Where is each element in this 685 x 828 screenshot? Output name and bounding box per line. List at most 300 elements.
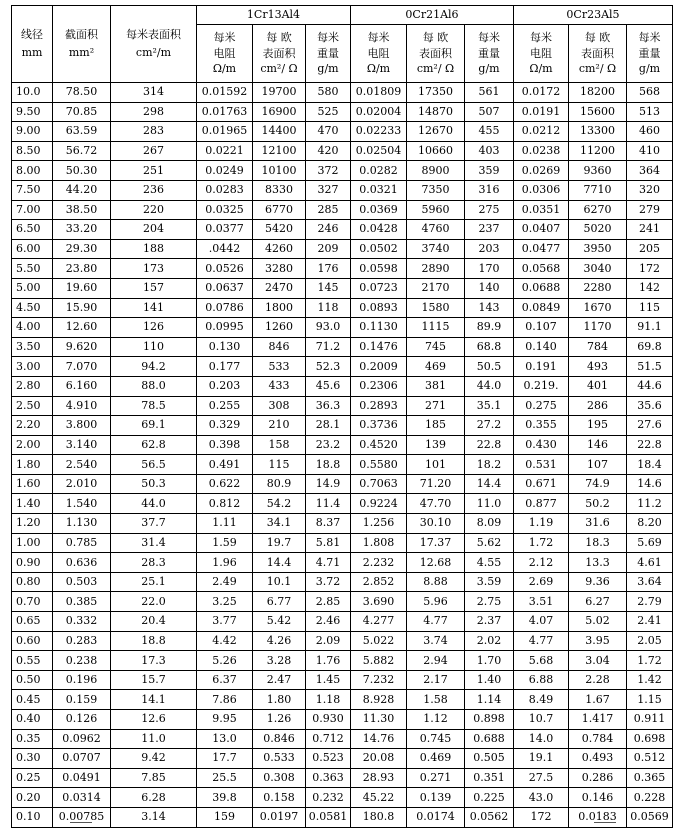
footer-mark xyxy=(594,822,616,823)
cell-0cr23al5-resistance: 0.107 xyxy=(514,318,569,338)
cell-0cr21al6-resistance: 0.3736 xyxy=(351,416,407,436)
cell-diameter: 8.50 xyxy=(12,141,53,161)
table-row xyxy=(12,298,673,318)
table-row xyxy=(12,768,673,788)
cell-surface-area: 22.0 xyxy=(111,592,197,612)
cell-cross-section: 3.800 xyxy=(53,416,111,436)
cell-1cr13al4-surface-per-ohm: 1260 xyxy=(253,318,306,338)
cell-diameter: 4.50 xyxy=(12,298,53,318)
table-row xyxy=(12,612,673,632)
cell-0cr23al5-surface-per-ohm: 3.95 xyxy=(569,631,627,651)
cell-0cr23al5-weight: 142 xyxy=(627,278,673,298)
cell-0cr23al5-surface-per-ohm: 18.3 xyxy=(569,533,627,553)
cell-0cr23al5-resistance: 5.68 xyxy=(514,651,569,671)
cell-0cr21al6-surface-per-ohm: 1.58 xyxy=(407,690,465,710)
cell-cross-section: 38.50 xyxy=(53,200,111,220)
cell-0cr23al5-resistance: 0.671 xyxy=(514,474,569,494)
cell-cross-section: 9.620 xyxy=(53,337,111,357)
table-row xyxy=(12,710,673,730)
cell-1cr13al4-surface-per-ohm: 1.80 xyxy=(253,690,306,710)
cell-cross-section: 0.196 xyxy=(53,670,111,690)
cell-0cr21al6-surface-per-ohm: 745 xyxy=(407,337,465,357)
cell-0cr23al5-resistance: 0.140 xyxy=(514,337,569,357)
cell-0cr21al6-resistance: 0.0502 xyxy=(351,239,407,259)
cell-0cr23al5-surface-per-ohm: 9.36 xyxy=(569,572,627,592)
cell-0cr21al6-surface-per-ohm: 0.139 xyxy=(407,788,465,808)
table-row xyxy=(12,651,673,671)
cell-0cr23al5-weight: 320 xyxy=(627,180,673,200)
cell-0cr23al5-resistance: 0.191 xyxy=(514,357,569,377)
cell-1cr13al4-weight: 4.71 xyxy=(306,553,351,573)
table-row xyxy=(12,670,673,690)
cell-surface-area: 20.4 xyxy=(111,612,197,632)
table-row xyxy=(12,102,673,122)
cell-0cr21al6-surface-per-ohm: 1580 xyxy=(407,298,465,318)
cell-0cr21al6-weight: 8.09 xyxy=(465,514,514,534)
cell-1cr13al4-weight: 18.8 xyxy=(306,455,351,475)
cell-cross-section: 6.160 xyxy=(53,376,111,396)
cell-0cr23al5-surface-per-ohm: 401 xyxy=(569,376,627,396)
cell-1cr13al4-weight: 71.2 xyxy=(306,337,351,357)
cell-surface-area: 9.42 xyxy=(111,749,197,769)
cell-1cr13al4-resistance: 1.11 xyxy=(197,514,253,534)
cell-0cr23al5-weight: 1.42 xyxy=(627,670,673,690)
cell-0cr23al5-resistance: 8.49 xyxy=(514,690,569,710)
cell-0cr21al6-surface-per-ohm: 4.77 xyxy=(407,612,465,632)
cell-diameter: 0.35 xyxy=(12,729,53,749)
cell-0cr21al6-resistance: 0.0369 xyxy=(351,200,407,220)
cell-0cr23al5-weight: 2.41 xyxy=(627,612,673,632)
cell-0cr21al6-resistance: 11.30 xyxy=(351,710,407,730)
cell-0cr21al6-resistance: 0.1476 xyxy=(351,337,407,357)
table-row xyxy=(12,220,673,240)
cell-1cr13al4-surface-per-ohm: 4260 xyxy=(253,239,306,259)
cell-0cr23al5-resistance: 1.19 xyxy=(514,514,569,534)
cell-0cr21al6-surface-per-ohm: 101 xyxy=(407,455,465,475)
cell-0cr21al6-weight: 0.688 xyxy=(465,729,514,749)
cell-0cr23al5-surface-per-ohm: 13.3 xyxy=(569,553,627,573)
cell-diameter: 1.60 xyxy=(12,474,53,494)
cell-0cr23al5-surface-per-ohm: 74.9 xyxy=(569,474,627,494)
cell-0cr23al5-weight: 205 xyxy=(627,239,673,259)
cell-0cr21al6-resistance: 5.882 xyxy=(351,651,407,671)
document-page xyxy=(11,5,673,828)
cell-diameter: 1.40 xyxy=(12,494,53,514)
cell-1cr13al4-resistance: 5.26 xyxy=(197,651,253,671)
cell-0cr21al6-resistance: 8.928 xyxy=(351,690,407,710)
cell-1cr13al4-weight: 0.0581 xyxy=(306,807,351,827)
table-row xyxy=(12,729,673,749)
cell-0cr21al6-weight: 5.62 xyxy=(465,533,514,553)
cell-1cr13al4-surface-per-ohm: 14400 xyxy=(253,122,306,142)
cell-1cr13al4-weight: 23.2 xyxy=(306,435,351,455)
cell-surface-area: 78.5 xyxy=(111,396,197,416)
cell-diameter: 0.70 xyxy=(12,592,53,612)
cell-0cr21al6-weight: 316 xyxy=(465,180,514,200)
header-resistance: 每米 电阻 Ω/m xyxy=(197,25,253,83)
cell-0cr23al5-resistance: 0.0351 xyxy=(514,200,569,220)
cell-1cr13al4-surface-per-ohm: 5.42 xyxy=(253,612,306,632)
table-row xyxy=(12,83,673,103)
cell-0cr21al6-resistance: 0.2306 xyxy=(351,376,407,396)
cell-0cr21al6-weight: 2.02 xyxy=(465,631,514,651)
cell-1cr13al4-resistance: 0.329 xyxy=(197,416,253,436)
cell-diameter: 6.00 xyxy=(12,239,53,259)
cell-0cr21al6-resistance: 2.852 xyxy=(351,572,407,592)
cell-diameter: 1.00 xyxy=(12,533,53,553)
cell-surface-area: 18.8 xyxy=(111,631,197,651)
cell-0cr21al6-resistance: 0.7063 xyxy=(351,474,407,494)
cell-1cr13al4-resistance: 0.0786 xyxy=(197,298,253,318)
table-row xyxy=(12,435,673,455)
cell-1cr13al4-weight: 5.81 xyxy=(306,533,351,553)
cell-0cr23al5-weight: 2.79 xyxy=(627,592,673,612)
cell-1cr13al4-weight: 0.232 xyxy=(306,788,351,808)
table-header xyxy=(12,6,673,83)
cell-cross-section: 0.385 xyxy=(53,592,111,612)
table-row xyxy=(12,259,673,279)
cell-1cr13al4-surface-per-ohm: 0.533 xyxy=(253,749,306,769)
cell-surface-area: 283 xyxy=(111,122,197,142)
cell-1cr13al4-surface-per-ohm: 6.77 xyxy=(253,592,306,612)
cell-0cr21al6-surface-per-ohm: 10660 xyxy=(407,141,465,161)
cell-1cr13al4-surface-per-ohm: 2470 xyxy=(253,278,306,298)
cell-1cr13al4-surface-per-ohm: 846 xyxy=(253,337,306,357)
cell-diameter: 1.80 xyxy=(12,455,53,475)
cell-0cr21al6-surface-per-ohm: 185 xyxy=(407,416,465,436)
cell-cross-section: 12.60 xyxy=(53,318,111,338)
cell-cross-section: 0.00785 xyxy=(53,807,111,827)
cell-cross-section: 4.910 xyxy=(53,396,111,416)
cell-0cr23al5-weight: 2.05 xyxy=(627,631,673,651)
cell-1cr13al4-weight: 0.523 xyxy=(306,749,351,769)
cell-0cr23al5-weight: 27.6 xyxy=(627,416,673,436)
cell-0cr23al5-resistance: 0.0688 xyxy=(514,278,569,298)
cell-cross-section: 0.636 xyxy=(53,553,111,573)
table-row xyxy=(12,494,673,514)
cell-cross-section: 44.20 xyxy=(53,180,111,200)
cell-0cr21al6-weight: 11.0 xyxy=(465,494,514,514)
cell-cross-section: 19.60 xyxy=(53,278,111,298)
cell-0cr23al5-surface-per-ohm: 7710 xyxy=(569,180,627,200)
cell-1cr13al4-weight: 45.6 xyxy=(306,376,351,396)
cell-0cr21al6-resistance: 5.022 xyxy=(351,631,407,651)
cell-0cr21al6-weight: 1.70 xyxy=(465,651,514,671)
cell-0cr23al5-resistance: 0.219. xyxy=(514,376,569,396)
cell-cross-section: 0.159 xyxy=(53,690,111,710)
cell-1cr13al4-surface-per-ohm: 10.1 xyxy=(253,572,306,592)
table-row xyxy=(12,141,673,161)
cell-0cr21al6-weight: 561 xyxy=(465,83,514,103)
cell-0cr23al5-weight: 69.8 xyxy=(627,337,673,357)
cell-1cr13al4-resistance: 1.96 xyxy=(197,553,253,573)
cell-0cr21al6-surface-per-ohm: 2.94 xyxy=(407,651,465,671)
cell-1cr13al4-resistance: 0.130 xyxy=(197,337,253,357)
cell-0cr21al6-resistance: 28.93 xyxy=(351,768,407,788)
cell-0cr23al5-resistance: 0.275 xyxy=(514,396,569,416)
cell-diameter: 3.50 xyxy=(12,337,53,357)
cell-1cr13al4-surface-per-ohm: 5420 xyxy=(253,220,306,240)
cell-0cr21al6-weight: 18.2 xyxy=(465,455,514,475)
cell-0cr23al5-resistance: 27.5 xyxy=(514,768,569,788)
cell-0cr23al5-weight: 410 xyxy=(627,141,673,161)
cell-0cr23al5-weight: 3.64 xyxy=(627,572,673,592)
cell-0cr21al6-weight: 89.9 xyxy=(465,318,514,338)
cell-1cr13al4-resistance: 0.812 xyxy=(197,494,253,514)
cell-0cr21al6-resistance: 0.02504 xyxy=(351,141,407,161)
cell-cross-section: 63.59 xyxy=(53,122,111,142)
cell-1cr13al4-weight: 11.4 xyxy=(306,494,351,514)
cell-1cr13al4-weight: 145 xyxy=(306,278,351,298)
table-row xyxy=(12,749,673,769)
cell-0cr21al6-resistance: 0.0321 xyxy=(351,180,407,200)
cell-0cr21al6-surface-per-ohm: 381 xyxy=(407,376,465,396)
cell-1cr13al4-resistance: 0.01592 xyxy=(197,83,253,103)
cell-1cr13al4-surface-per-ohm: 0.0197 xyxy=(253,807,306,827)
cell-diameter: 0.45 xyxy=(12,690,53,710)
cell-1cr13al4-resistance: 0.0283 xyxy=(197,180,253,200)
cell-0cr21al6-surface-per-ohm: 4760 xyxy=(407,220,465,240)
cell-0cr23al5-surface-per-ohm: 11200 xyxy=(569,141,627,161)
cell-1cr13al4-resistance: 6.37 xyxy=(197,670,253,690)
cell-0cr23al5-surface-per-ohm: 0.784 xyxy=(569,729,627,749)
cell-surface-area: 298 xyxy=(111,102,197,122)
cell-0cr21al6-resistance: 4.277 xyxy=(351,612,407,632)
cell-0cr21al6-surface-per-ohm: 17350 xyxy=(407,83,465,103)
cell-diameter: 2.50 xyxy=(12,396,53,416)
cell-0cr21al6-resistance: 14.76 xyxy=(351,729,407,749)
cell-1cr13al4-resistance: 4.42 xyxy=(197,631,253,651)
cell-surface-area: 110 xyxy=(111,337,197,357)
cell-diameter: 3.00 xyxy=(12,357,53,377)
cell-0cr21al6-weight: 0.0562 xyxy=(465,807,514,827)
cell-1cr13al4-weight: 0.363 xyxy=(306,768,351,788)
cell-surface-area: 251 xyxy=(111,161,197,181)
cell-0cr21al6-surface-per-ohm: 71.20 xyxy=(407,474,465,494)
cell-0cr21al6-resistance: 0.02004 xyxy=(351,102,407,122)
cell-0cr21al6-resistance: 0.0893 xyxy=(351,298,407,318)
cell-1cr13al4-weight: 52.3 xyxy=(306,357,351,377)
cell-cross-section: 78.50 xyxy=(53,83,111,103)
cell-cross-section: 7.070 xyxy=(53,357,111,377)
cell-surface-area: 7.85 xyxy=(111,768,197,788)
cell-cross-section: 3.140 xyxy=(53,435,111,455)
cell-cross-section: 0.126 xyxy=(53,710,111,730)
cell-0cr23al5-weight: 18.4 xyxy=(627,455,673,475)
table-row xyxy=(12,337,673,357)
cell-0cr21al6-weight: 455 xyxy=(465,122,514,142)
cell-diameter: 2.80 xyxy=(12,376,53,396)
cell-0cr23al5-surface-per-ohm: 5020 xyxy=(569,220,627,240)
cell-surface-area: 94.2 xyxy=(111,357,197,377)
table-row xyxy=(12,161,673,181)
cell-1cr13al4-weight: 2.09 xyxy=(306,631,351,651)
header-weight: 每米 重量 g/m xyxy=(465,25,514,83)
cell-0cr21al6-weight: 3.59 xyxy=(465,572,514,592)
cell-0cr23al5-surface-per-ohm: 50.2 xyxy=(569,494,627,514)
cell-0cr23al5-surface-per-ohm: 0.0183 xyxy=(569,807,627,827)
cell-1cr13al4-surface-per-ohm: 8330 xyxy=(253,180,306,200)
cell-1cr13al4-resistance: 0.0526 xyxy=(197,259,253,279)
cell-surface-area: 126 xyxy=(111,318,197,338)
cell-cross-section: 0.0314 xyxy=(53,788,111,808)
cell-1cr13al4-weight: 14.9 xyxy=(306,474,351,494)
table-row xyxy=(12,416,673,436)
cell-0cr21al6-weight: 27.2 xyxy=(465,416,514,436)
cell-0cr23al5-surface-per-ohm: 493 xyxy=(569,357,627,377)
cell-0cr21al6-surface-per-ohm: 14870 xyxy=(407,102,465,122)
cell-0cr21al6-weight: 203 xyxy=(465,239,514,259)
cell-0cr21al6-surface-per-ohm: 12.68 xyxy=(407,553,465,573)
cell-surface-area: 37.7 xyxy=(111,514,197,534)
cell-0cr21al6-resistance: 0.02233 xyxy=(351,122,407,142)
cell-diameter: 0.30 xyxy=(12,749,53,769)
cell-1cr13al4-resistance: 0.203 xyxy=(197,376,253,396)
cell-surface-area: 28.3 xyxy=(111,553,197,573)
cell-0cr23al5-resistance: 19.1 xyxy=(514,749,569,769)
cell-0cr23al5-resistance: 0.0238 xyxy=(514,141,569,161)
table-row xyxy=(12,533,673,553)
cell-0cr21al6-weight: 359 xyxy=(465,161,514,181)
cell-0cr23al5-weight: 279 xyxy=(627,200,673,220)
cell-1cr13al4-resistance: 2.49 xyxy=(197,572,253,592)
cell-0cr23al5-surface-per-ohm: 2280 xyxy=(569,278,627,298)
cell-0cr21al6-resistance: 45.22 xyxy=(351,788,407,808)
cell-0cr23al5-weight: 14.6 xyxy=(627,474,673,494)
cell-1cr13al4-weight: 1.45 xyxy=(306,670,351,690)
header-diameter: 线径 mm xyxy=(12,6,53,83)
cell-0cr23al5-resistance: 0.0269 xyxy=(514,161,569,181)
cell-diameter: 1.20 xyxy=(12,514,53,534)
cell-surface-area: 15.7 xyxy=(111,670,197,690)
table-row xyxy=(12,572,673,592)
cell-1cr13al4-surface-per-ohm: 19.7 xyxy=(253,533,306,553)
cell-1cr13al4-surface-per-ohm: 3280 xyxy=(253,259,306,279)
cell-1cr13al4-weight: 1.18 xyxy=(306,690,351,710)
cell-0cr21al6-weight: 68.8 xyxy=(465,337,514,357)
cell-diameter: 0.65 xyxy=(12,612,53,632)
cell-0cr23al5-resistance: 1.72 xyxy=(514,533,569,553)
cell-1cr13al4-surface-per-ohm: 6770 xyxy=(253,200,306,220)
table-row xyxy=(12,592,673,612)
cell-0cr21al6-weight: 0.898 xyxy=(465,710,514,730)
cell-0cr23al5-resistance: 14.0 xyxy=(514,729,569,749)
cell-cross-section: 56.72 xyxy=(53,141,111,161)
cell-diameter: 0.50 xyxy=(12,670,53,690)
header-surface-per-ohm: 每 欧 表面积 cm²/ Ω xyxy=(253,25,306,83)
cell-0cr23al5-weight: 5.69 xyxy=(627,533,673,553)
cell-1cr13al4-resistance: 0.0221 xyxy=(197,141,253,161)
cell-diameter: 9.00 xyxy=(12,122,53,142)
cell-0cr21al6-weight: 4.55 xyxy=(465,553,514,573)
cell-0cr23al5-resistance: 0.0306 xyxy=(514,180,569,200)
cell-1cr13al4-weight: 580 xyxy=(306,83,351,103)
cell-0cr21al6-weight: 0.351 xyxy=(465,768,514,788)
cell-1cr13al4-surface-per-ohm: 0.308 xyxy=(253,768,306,788)
cell-0cr23al5-surface-per-ohm: 6.27 xyxy=(569,592,627,612)
cell-1cr13al4-weight: 8.37 xyxy=(306,514,351,534)
cell-0cr21al6-surface-per-ohm: 469 xyxy=(407,357,465,377)
header-alloy-0cr21al6: 0Cr21Al6 xyxy=(351,6,514,25)
cell-0cr21al6-resistance: 180.8 xyxy=(351,807,407,827)
cell-diameter: 10.0 xyxy=(12,83,53,103)
cell-0cr21al6-surface-per-ohm: 30.10 xyxy=(407,514,465,534)
cell-cross-section: 0.0491 xyxy=(53,768,111,788)
cell-0cr23al5-resistance: 6.88 xyxy=(514,670,569,690)
cell-0cr21al6-surface-per-ohm: 1115 xyxy=(407,318,465,338)
cell-0cr21al6-surface-per-ohm: 17.37 xyxy=(407,533,465,553)
cell-0cr23al5-weight: 1.15 xyxy=(627,690,673,710)
cell-0cr23al5-surface-per-ohm: 1170 xyxy=(569,318,627,338)
cell-0cr21al6-weight: 275 xyxy=(465,200,514,220)
cell-0cr21al6-weight: 1.14 xyxy=(465,690,514,710)
cell-surface-area: 44.0 xyxy=(111,494,197,514)
cell-0cr23al5-surface-per-ohm: 31.6 xyxy=(569,514,627,534)
cell-diameter: 0.25 xyxy=(12,768,53,788)
cell-surface-area: 69.1 xyxy=(111,416,197,436)
cell-0cr21al6-surface-per-ohm: 3.74 xyxy=(407,631,465,651)
cell-1cr13al4-surface-per-ohm: 80.9 xyxy=(253,474,306,494)
cell-surface-area: 50.3 xyxy=(111,474,197,494)
cell-diameter: 2.20 xyxy=(12,416,53,436)
cell-1cr13al4-surface-per-ohm: 4.26 xyxy=(253,631,306,651)
cell-0cr21al6-surface-per-ohm: 0.0174 xyxy=(407,807,465,827)
cell-diameter: 0.60 xyxy=(12,631,53,651)
cell-1cr13al4-resistance: 0.398 xyxy=(197,435,253,455)
cell-diameter: 6.50 xyxy=(12,220,53,240)
table-row xyxy=(12,455,673,475)
header-surface-per-ohm: 每 欧 表面积 cm²/ Ω xyxy=(569,25,627,83)
cell-1cr13al4-weight: 420 xyxy=(306,141,351,161)
cell-0cr21al6-weight: 143 xyxy=(465,298,514,318)
cell-surface-area: 188 xyxy=(111,239,197,259)
cell-1cr13al4-resistance: .0442 xyxy=(197,239,253,259)
cell-surface-area: 6.28 xyxy=(111,788,197,808)
cell-1cr13al4-surface-per-ohm: 1800 xyxy=(253,298,306,318)
cell-1cr13al4-weight: 525 xyxy=(306,102,351,122)
cell-1cr13al4-resistance: 0.177 xyxy=(197,357,253,377)
cell-1cr13al4-weight: 3.72 xyxy=(306,572,351,592)
cell-0cr21al6-weight: 14.4 xyxy=(465,474,514,494)
cell-1cr13al4-resistance: 7.86 xyxy=(197,690,253,710)
cell-1cr13al4-surface-per-ohm: 0.158 xyxy=(253,788,306,808)
cell-0cr23al5-weight: 35.6 xyxy=(627,396,673,416)
cell-cross-section: 0.785 xyxy=(53,533,111,553)
cell-1cr13al4-surface-per-ohm: 1.26 xyxy=(253,710,306,730)
cell-1cr13al4-surface-per-ohm: 14.4 xyxy=(253,553,306,573)
cell-0cr23al5-weight: 4.61 xyxy=(627,553,673,573)
cell-0cr21al6-surface-per-ohm: 2.17 xyxy=(407,670,465,690)
cell-1cr13al4-surface-per-ohm: 158 xyxy=(253,435,306,455)
cell-1cr13al4-resistance: 0.0325 xyxy=(197,200,253,220)
cell-0cr23al5-surface-per-ohm: 146 xyxy=(569,435,627,455)
cell-surface-area: 31.4 xyxy=(111,533,197,553)
cell-0cr21al6-resistance: 7.232 xyxy=(351,670,407,690)
cell-surface-area: 204 xyxy=(111,220,197,240)
cell-diameter: 0.80 xyxy=(12,572,53,592)
table-row xyxy=(12,357,673,377)
cell-1cr13al4-weight: 372 xyxy=(306,161,351,181)
cell-0cr21al6-weight: 22.8 xyxy=(465,435,514,455)
page-footer xyxy=(0,820,685,826)
cell-0cr21al6-surface-per-ohm: 7350 xyxy=(407,180,465,200)
resistance-wire-table xyxy=(11,5,673,828)
cell-surface-area: 267 xyxy=(111,141,197,161)
cell-0cr23al5-resistance: 0.531 xyxy=(514,455,569,475)
cell-1cr13al4-resistance: 3.77 xyxy=(197,612,253,632)
cell-1cr13al4-resistance: 0.622 xyxy=(197,474,253,494)
table-row xyxy=(12,180,673,200)
